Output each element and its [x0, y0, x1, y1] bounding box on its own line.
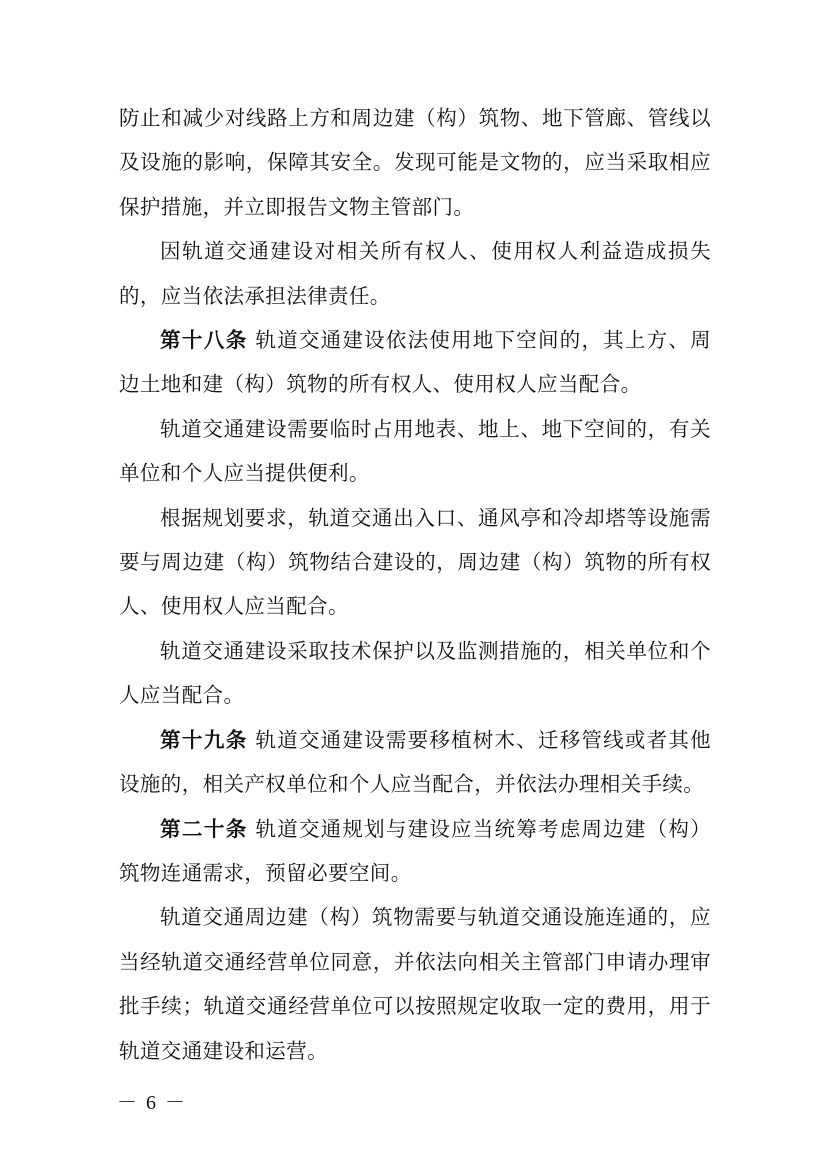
- paragraph-9: [119, 895, 711, 1073]
- paragraph-1-text: 防止和减少对线路上方和周边建（构）筑物、地下管廊、管线以及设施的影响，保障其安全。发现可能是文物的，应当采取相应保护措施，并立即报告文物主管部门。: [119, 106, 711, 219]
- page-number: － 6 －: [117, 1092, 187, 1114]
- article-19-text: 轨道交通建设需要移植树木、迁移管线或者其他设施的，相关产权单位和个人应当配合，并依法办理相关手续。: [119, 727, 711, 797]
- article-20-heading: 第二十条: [160, 816, 248, 841]
- article-18-heading: 第十八条: [160, 328, 248, 353]
- paragraph-9-text: 轨道交通周边建（构）筑物需要与轨道交通设施连通的，应当经轨道交通经营单位同意，并依法向相关主管部门申请办理审批手续；轨道交通经营单位可以按照规定收取一定的费用，用于轨道交通建设和运营。: [119, 905, 711, 1063]
- paragraph-6: [119, 629, 711, 718]
- paragraph-5: [119, 496, 711, 629]
- article-18: [119, 318, 711, 407]
- paragraph-2-text: 因轨道交通建设对相关所有权人、使用权人利益造成损失的，应当依法承担法律责任。: [119, 239, 711, 308]
- paragraph-4: [119, 407, 711, 496]
- document-body: [119, 96, 711, 1073]
- article-19: [119, 718, 711, 807]
- paragraph-6-text: 轨道交通建设采取技术保护以及监测措施的，相关单位和个人应当配合。: [119, 638, 711, 708]
- article-19-heading: 第十九条: [160, 727, 248, 752]
- paragraph-4-text: 轨道交通建设需要临时占用地表、地上、地下空间的，有关单位和个人应当提供便利。: [119, 416, 711, 486]
- article-18-text: 轨道交通建设依法使用地下空间的，其上方、周边土地和建（构）筑物的所有权人、使用权人应当配合。: [119, 328, 711, 397]
- article-20: [119, 807, 711, 896]
- article-20-text: 轨道交通规划与建设应当统筹考虑周边建（构）筑物连通需求，预留必要空间。: [119, 816, 711, 885]
- paragraph-1: [119, 96, 711, 229]
- paragraph-5-text: 根据规划要求，轨道交通出入口、通风亭和冷却塔等设施需要与周边建（构）筑物结合建设的，周边建（构）筑物的所有权人、使用权人应当配合。: [119, 505, 711, 619]
- paragraph-2: [119, 229, 711, 318]
